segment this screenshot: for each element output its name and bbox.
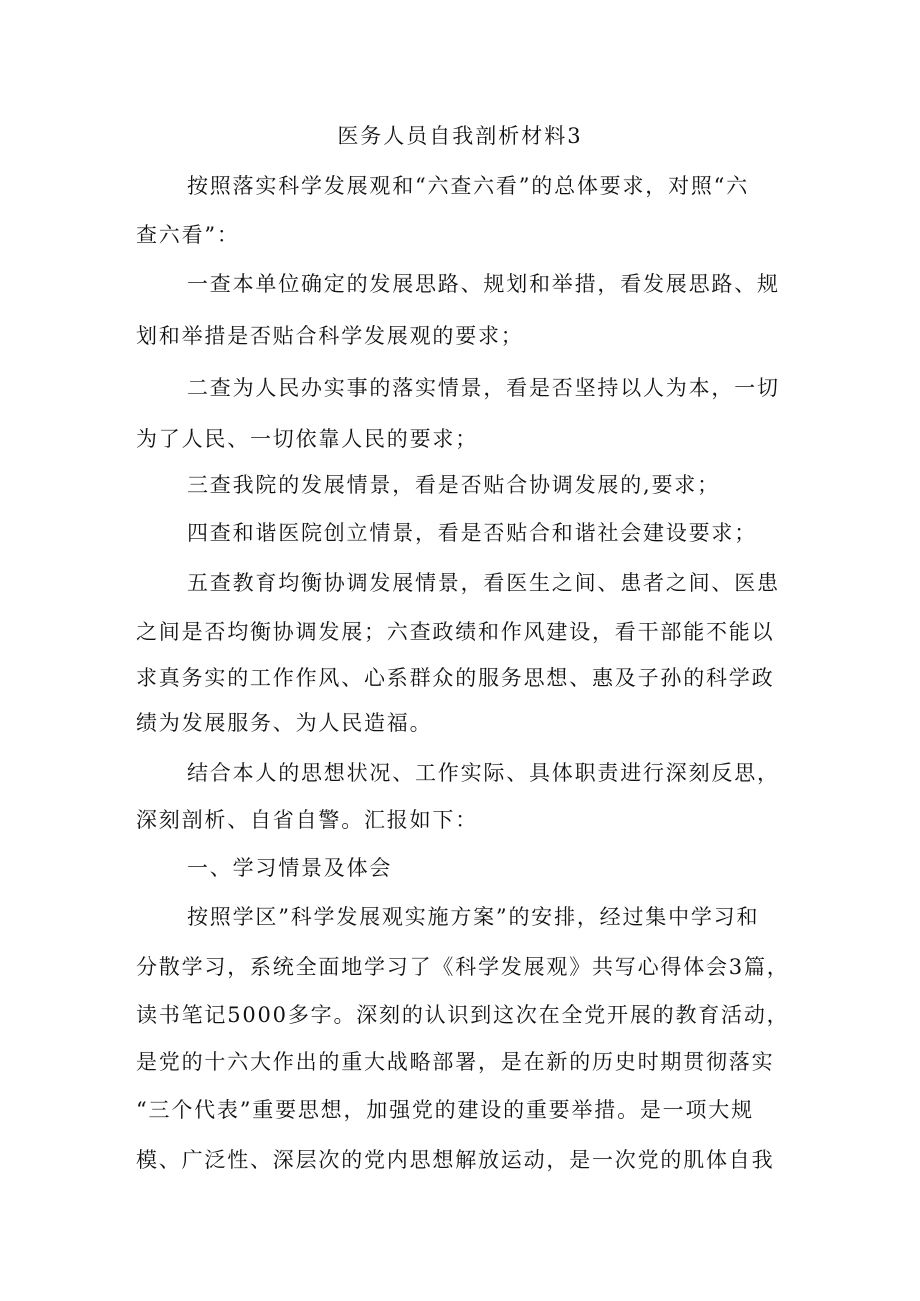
text-line: 分散学习，系统全面地学习了《科学发展观》共写心得体会3篇， (136, 955, 790, 979)
text-line: 五查教育均衡协调发展情景，看医生之间、患者之间、医患 (187, 571, 780, 595)
text-line: 按照落实科学发展观和“六查六看”的总体要求，对照“六 (187, 174, 750, 198)
document-title: 医务人员自我剖析材料3 (337, 124, 583, 148)
text-line: 模、广泛性、深层次的党内思想解放运动，是一次党的肌体自我 (136, 1148, 775, 1172)
text-line: 划和举措是否贴合科学发展观的要求； (136, 324, 524, 348)
text-line: 查六看”： (136, 223, 240, 247)
text-line: “三个代表”重要思想，加强党的建设的重要举措。是一项大规 (136, 1098, 754, 1122)
text-line: 读书笔记5000多字。深刻的认识到这次在全党开展的教育活动， (136, 1003, 790, 1027)
text-line: 四查和谐医院创立情景，看是否贴合和谐社会建设要求； (187, 521, 757, 545)
text-line: 之间是否均衡协调发展；六查政绩和作风建设，看干部能不能以 (136, 620, 775, 644)
text-line: 是党的十六大作出的重大战略部署，是在新的历史时期贯彻落实 (136, 1050, 775, 1074)
text-line: 为了人民、一切依靠人民的要求； (136, 427, 478, 451)
text-line: 按照学区”科学发展观实施方案”的安排，经过集中学习和 (187, 905, 760, 929)
text-line: 二查为人民办实事的落实情景，看是否坚持以人为本，一切 (187, 376, 780, 400)
text-line: 深刻剖析、自省自警。汇报如下： (136, 808, 478, 832)
text-line: 三查我院的发展情景，看是否贴合协调发展的,要求； (187, 473, 720, 497)
section-heading: 一、学习情景及体会 (187, 856, 393, 880)
text-line: 一查本单位确定的发展思路、规划和举措，看发展思路、规 (187, 272, 780, 296)
text-line: 结合本人的思想状况、工作实际、具体职责进行深刻反思， (187, 761, 780, 785)
text-line: 求真务实的工作作风、心系群众的服务思想、惠及子孙的科学政 (136, 666, 775, 690)
text-line: 绩为发展服务、为人民造福。 (136, 711, 433, 735)
